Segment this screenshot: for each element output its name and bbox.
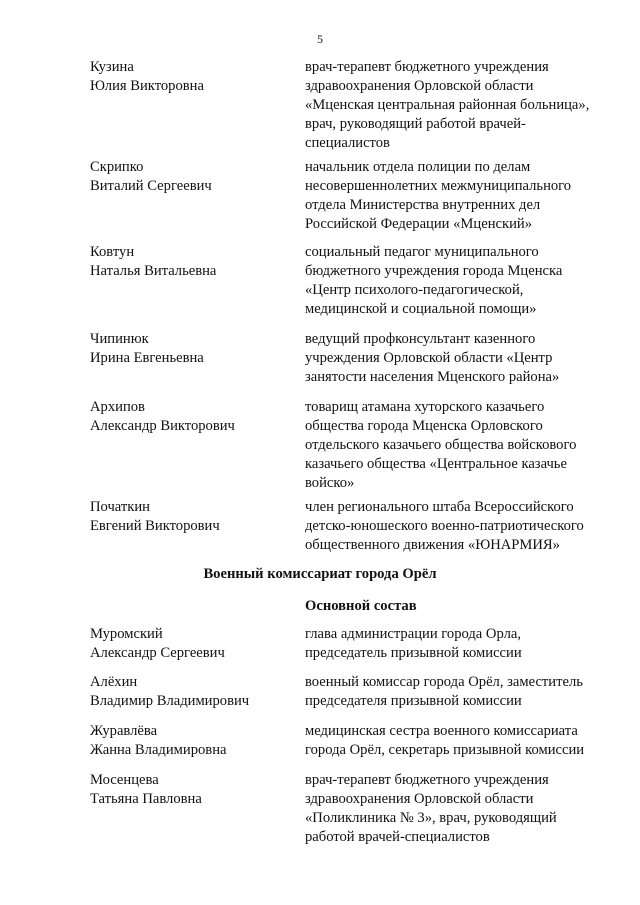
role-line: специалистов [305, 135, 390, 151]
role-line: учреждения Орловской области «Центр [305, 350, 553, 366]
member-given-name: Александр Сергеевич [90, 645, 225, 661]
member-surname: Муромский [90, 626, 163, 642]
member-given-name: Жанна Владимировна [90, 742, 227, 758]
member-surname: Чипинюк [90, 331, 149, 347]
role-line: здравоохранения Орловской области [305, 78, 534, 94]
member-role [305, 771, 610, 847]
role-line: медицинская сестра военного комиссариата [305, 723, 578, 739]
role-line: социальный педагог муниципального [305, 244, 539, 260]
member-surname: Кузина [90, 59, 134, 75]
role-line: врач-терапевт бюджетного учреждения [305, 772, 549, 788]
section-title: Военный комиссариат города Орёл [203, 566, 437, 582]
role-line: врач-терапевт бюджетного учреждения [305, 59, 549, 75]
member-name [90, 330, 295, 368]
page-number: 5 [317, 32, 323, 46]
member-surname: Журавлёва [90, 723, 158, 739]
member-given-name: Евгений Викторович [90, 518, 220, 534]
role-line: войско» [305, 475, 355, 491]
role-line: «Центр психолого-педагогической, [305, 282, 524, 298]
role-line: Российской Федерации «Мценский» [305, 216, 532, 232]
role-line: врач, руководящий работой врачей- [305, 116, 526, 132]
member-given-name: Юлия Викторовна [90, 78, 204, 94]
member-name [90, 498, 295, 536]
member-role [305, 243, 610, 319]
role-line: работой врачей-специалистов [305, 829, 490, 845]
role-line: отдела Министерства внутренних дел [305, 197, 541, 213]
member-role [305, 398, 610, 493]
role-line: «Мценская центральная районная больница», [305, 97, 590, 113]
role-line: отдельского казачьего общества войскового [305, 437, 577, 453]
role-line: несовершеннолетних межмуниципального [305, 178, 572, 194]
subsection-title: Основной состав [305, 598, 417, 614]
role-line: здравоохранения Орловской области [305, 791, 534, 807]
role-line: занятости населения Мценского района» [305, 369, 560, 385]
member-name [90, 158, 295, 196]
role-line: член регионального штаба Всероссийского [305, 499, 574, 515]
role-line: глава администрации города Орла, [305, 626, 521, 642]
member-given-name: Татьяна Павловна [90, 791, 202, 807]
role-line: председателя призывной комиссии [305, 693, 522, 709]
member-role [305, 722, 610, 760]
role-line: общества города Мценска Орловского [305, 418, 543, 434]
member-given-name: Ирина Евгеньевна [90, 350, 204, 366]
member-name [90, 625, 295, 663]
member-role [305, 158, 610, 234]
role-line: ведущий профконсультант казенного [305, 331, 536, 347]
member-surname: Скрипко [90, 159, 144, 175]
member-name [90, 243, 295, 281]
member-name [90, 673, 295, 711]
role-line: «Поликлиника № 3», врач, руководящий [305, 810, 557, 826]
role-line: председатель призывной комиссии [305, 645, 522, 661]
member-given-name: Наталья Витальевна [90, 263, 217, 279]
member-role [305, 498, 610, 555]
member-surname: Початкин [90, 499, 150, 515]
role-line: детско-юношеского военно-патриотического [305, 518, 584, 534]
role-line: товарищ атамана хуторского казачьего [305, 399, 545, 415]
member-surname: Архипов [90, 399, 145, 415]
member-role [305, 330, 610, 387]
member-role [305, 625, 610, 663]
role-line: военный комиссар города Орёл, заместитель [305, 674, 583, 690]
member-given-name: Александр Викторович [90, 418, 235, 434]
member-surname: Мосенцева [90, 772, 159, 788]
member-surname: Алёхин [90, 674, 138, 690]
member-role [305, 58, 610, 153]
member-name [90, 722, 295, 760]
role-line: бюджетного учреждения города Мценска [305, 263, 563, 279]
role-line: общественного движения «ЮНАРМИЯ» [305, 537, 560, 553]
member-given-name: Виталий Сергеевич [90, 178, 212, 194]
role-line: казачьего общества «Центральное казачье [305, 456, 567, 472]
member-name [90, 58, 295, 96]
role-line: города Орёл, секретарь призывной комиссии [305, 742, 585, 758]
member-given-name: Владимир Владимирович [90, 693, 250, 709]
member-role [305, 673, 610, 711]
member-surname: Ковтун [90, 244, 135, 260]
role-line: начальник отдела полиции по делам [305, 159, 531, 175]
member-name [90, 398, 295, 436]
role-line: медицинской и социальной помощи» [305, 301, 537, 317]
member-name [90, 771, 295, 809]
